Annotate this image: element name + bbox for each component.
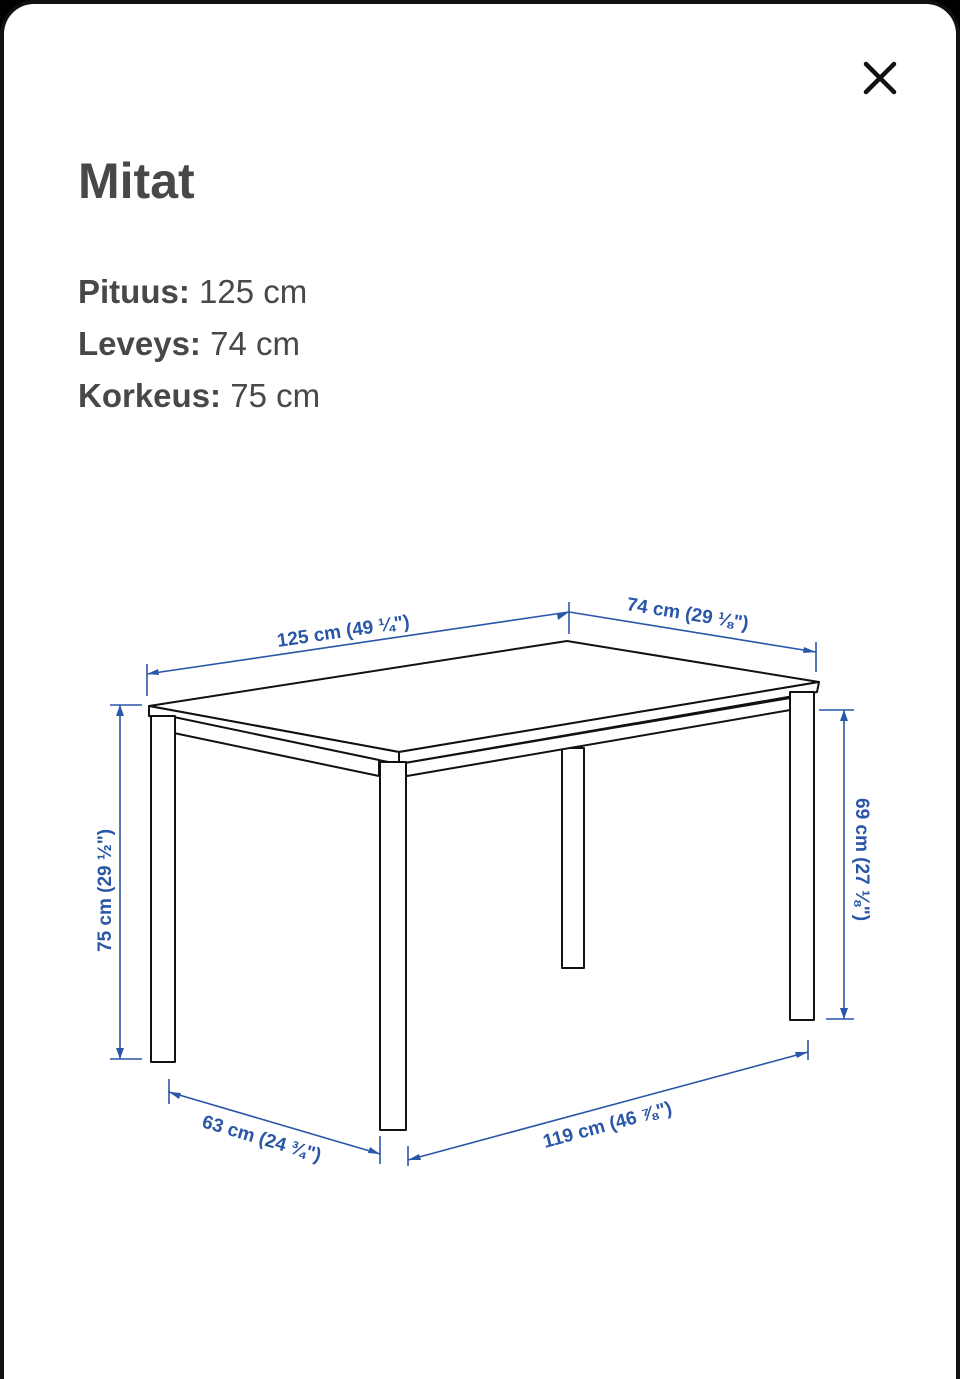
dimension-row-width	[78, 318, 320, 370]
dimension-value: 125 cm	[199, 273, 308, 310]
dimension-label: Leveys:	[78, 325, 201, 362]
dimension-value: 74 cm	[210, 325, 300, 362]
label-top-width: 74 cm (29 ⅛")	[625, 594, 751, 635]
label-height-total: 75 cm (29 ½")	[95, 828, 116, 952]
label-leg-span-width: 63 cm (24 ¾")	[199, 1111, 324, 1167]
dimension-row-height	[78, 370, 320, 422]
dimension-label: Pituus:	[78, 273, 190, 310]
page-title: Mitat	[78, 153, 195, 209]
label-leg-span-length: 119 cm (46 ⅞")	[540, 1098, 675, 1153]
close-button[interactable]	[850, 48, 910, 108]
dimensions-list	[78, 266, 320, 422]
label-top-length: 125 cm (49 ¼")	[275, 611, 411, 652]
label-height-under: 69 cm (27 ⅛")	[851, 798, 872, 922]
close-icon	[863, 61, 897, 95]
table-illustration	[149, 641, 819, 1130]
dimension-value: 75 cm	[230, 377, 321, 414]
table-dimension-drawing	[4, 564, 960, 1224]
dimension-row-length	[78, 266, 320, 318]
dimension-label: Korkeus:	[78, 377, 222, 414]
